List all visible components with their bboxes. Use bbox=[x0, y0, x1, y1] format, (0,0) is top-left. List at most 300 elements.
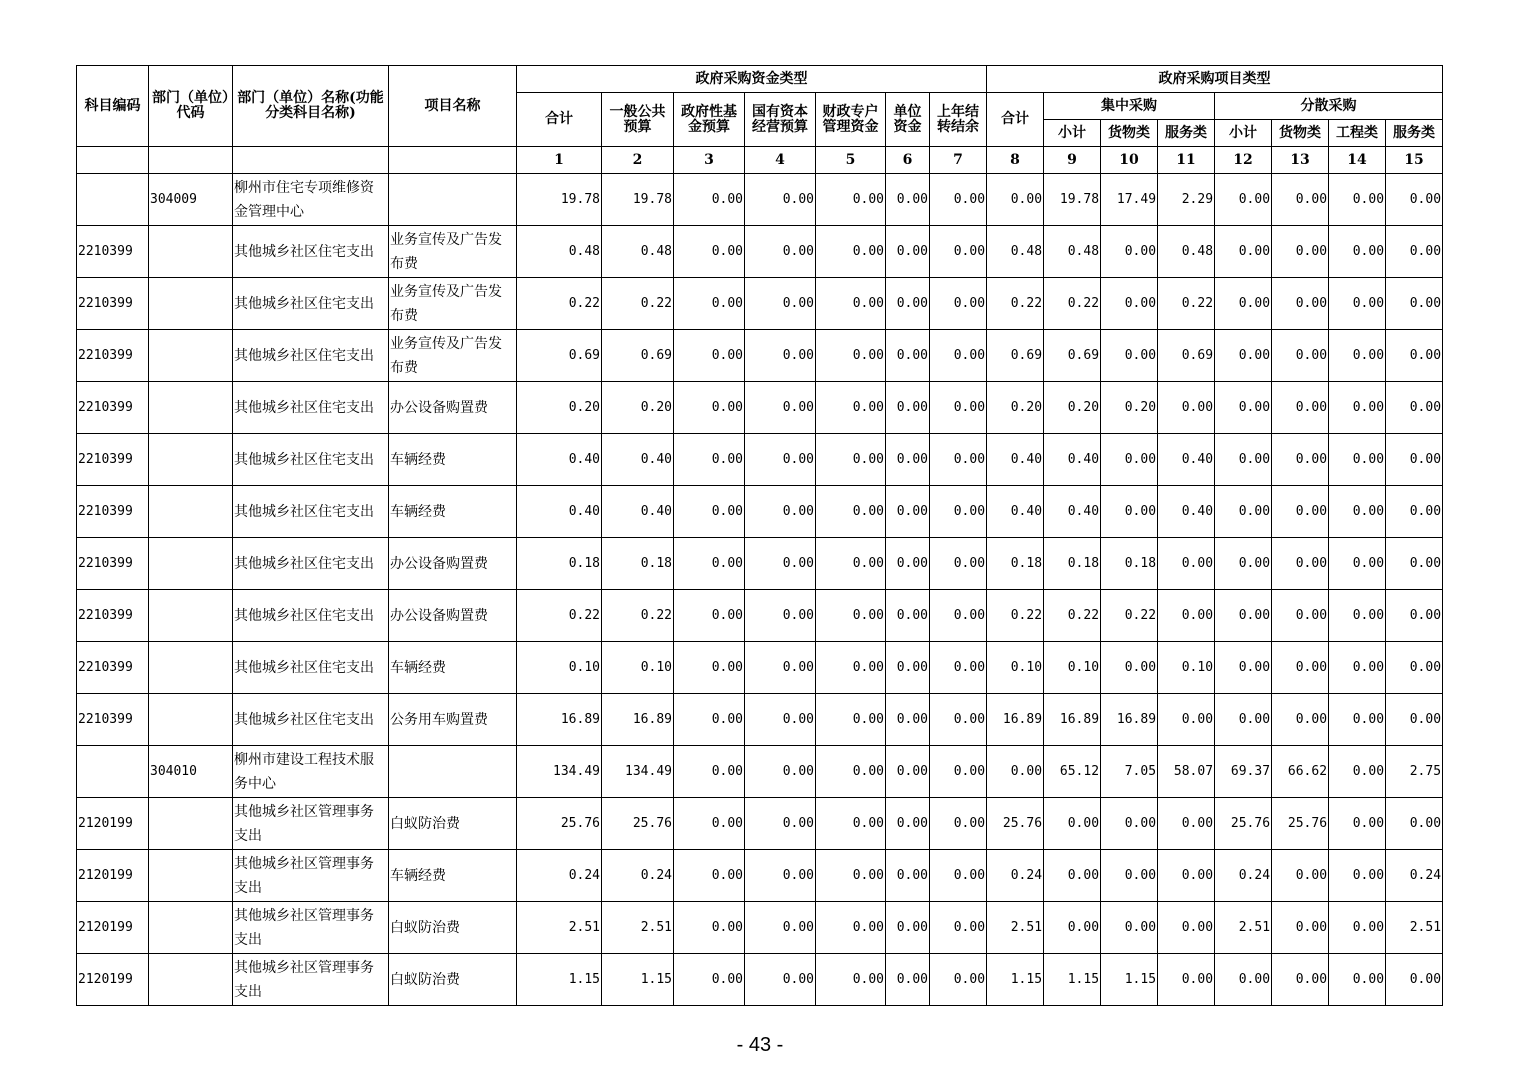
dept-name-cell: 其他城乡社区住宅支出 bbox=[233, 226, 389, 278]
dept-name-cell: 其他城乡社区住宅支出 bbox=[233, 278, 389, 330]
table-row bbox=[77, 798, 1443, 850]
amount-cell: 0.00 bbox=[1215, 226, 1272, 278]
column-number: 11 bbox=[1158, 147, 1215, 174]
dept-code-cell bbox=[149, 330, 233, 382]
amount-cell: 0.00 bbox=[930, 434, 987, 486]
amount-cell: 0.00 bbox=[886, 746, 930, 798]
dept-name-cell: 其他城乡社区住宅支出 bbox=[233, 538, 389, 590]
amount-cell: 0.00 bbox=[1215, 642, 1272, 694]
amount-cell: 0.00 bbox=[1386, 590, 1443, 642]
amount-cell: 0.00 bbox=[745, 902, 816, 954]
amount-cell: 0.00 bbox=[816, 486, 886, 538]
amount-cell: 0.00 bbox=[886, 330, 930, 382]
table-row bbox=[77, 382, 1443, 434]
table-row bbox=[77, 434, 1443, 486]
amount-cell: 0.40 bbox=[517, 434, 602, 486]
amount-cell: 0.00 bbox=[745, 850, 816, 902]
dept-code-cell bbox=[149, 590, 233, 642]
amount-cell: 0.00 bbox=[745, 746, 816, 798]
dept-name-cell: 其他城乡社区住宅支出 bbox=[233, 694, 389, 746]
header-central: 集中采购 bbox=[1044, 93, 1215, 120]
column-number: 2 bbox=[602, 147, 674, 174]
table-row bbox=[77, 746, 1443, 798]
amount-cell: 0.00 bbox=[745, 174, 816, 226]
amount-cell: 1.15 bbox=[1101, 954, 1158, 1006]
amount-cell: 19.78 bbox=[1044, 174, 1101, 226]
amount-cell: 25.76 bbox=[1215, 798, 1272, 850]
amount-cell: 0.00 bbox=[886, 486, 930, 538]
project-name-cell: 业务宣传及广告发布费 bbox=[389, 330, 517, 382]
dept-code-cell bbox=[149, 902, 233, 954]
amount-cell: 1.15 bbox=[1044, 954, 1101, 1006]
amount-cell: 0.00 bbox=[1215, 538, 1272, 590]
project-name-cell: 车辆经费 bbox=[389, 850, 517, 902]
table-row bbox=[77, 278, 1443, 330]
subject-code-cell bbox=[77, 174, 149, 226]
header-subject-code: 科目编码 bbox=[77, 66, 149, 147]
amount-cell: 0.00 bbox=[930, 902, 987, 954]
dept-code-cell bbox=[149, 850, 233, 902]
amount-cell: 0.20 bbox=[517, 382, 602, 434]
project-name-cell: 业务宣传及广告发布费 bbox=[389, 278, 517, 330]
amount-cell: 0.00 bbox=[674, 226, 745, 278]
subject-code-cell: 2210399 bbox=[77, 642, 149, 694]
amount-cell: 0.00 bbox=[930, 174, 987, 226]
project-name-cell: 办公设备购置费 bbox=[389, 382, 517, 434]
amount-cell: 0.00 bbox=[1386, 486, 1443, 538]
amount-cell: 0.00 bbox=[1272, 642, 1329, 694]
amount-cell: 0.00 bbox=[745, 538, 816, 590]
amount-cell: 0.18 bbox=[987, 538, 1044, 590]
amount-cell: 0.00 bbox=[1215, 330, 1272, 382]
amount-cell: 0.00 bbox=[1272, 538, 1329, 590]
column-number: 15 bbox=[1386, 147, 1443, 174]
amount-cell: 0.00 bbox=[1386, 798, 1443, 850]
table-row bbox=[77, 590, 1443, 642]
amount-cell: 0.00 bbox=[1386, 642, 1443, 694]
dept-name-cell: 柳州市建设工程技术服务中心 bbox=[233, 746, 389, 798]
amount-cell: 0.20 bbox=[1044, 382, 1101, 434]
amount-cell: 0.00 bbox=[1272, 382, 1329, 434]
amount-cell: 0.00 bbox=[674, 798, 745, 850]
subject-code-cell: 2210399 bbox=[77, 434, 149, 486]
amount-cell: 0.00 bbox=[886, 590, 930, 642]
amount-cell: 0.00 bbox=[930, 538, 987, 590]
amount-cell: 0.00 bbox=[1101, 798, 1158, 850]
amount-cell: 0.22 bbox=[602, 278, 674, 330]
amount-cell: 0.00 bbox=[816, 382, 886, 434]
amount-cell: 0.00 bbox=[930, 382, 987, 434]
column-number: 10 bbox=[1101, 147, 1158, 174]
amount-cell: 0.24 bbox=[1215, 850, 1272, 902]
amount-cell: 0.22 bbox=[987, 590, 1044, 642]
project-name-cell bbox=[389, 174, 517, 226]
amount-cell: 0.00 bbox=[1215, 954, 1272, 1006]
amount-cell: 0.22 bbox=[517, 278, 602, 330]
amount-cell: 0.00 bbox=[816, 590, 886, 642]
dept-name-cell: 其他城乡社区住宅支出 bbox=[233, 642, 389, 694]
amount-cell: 0.48 bbox=[517, 226, 602, 278]
amount-cell: 0.10 bbox=[517, 642, 602, 694]
amount-cell: 0.00 bbox=[1272, 694, 1329, 746]
dept-name-cell: 其他城乡社区管理事务支出 bbox=[233, 798, 389, 850]
table-row bbox=[77, 538, 1443, 590]
column-number: 8 bbox=[987, 147, 1044, 174]
project-name-cell: 办公设备购置费 bbox=[389, 538, 517, 590]
amount-cell: 0.00 bbox=[1158, 954, 1215, 1006]
amount-cell: 0.00 bbox=[816, 746, 886, 798]
header-subtotal: 小计 bbox=[1044, 120, 1101, 147]
amount-cell: 0.00 bbox=[1215, 434, 1272, 486]
amount-cell: 0.40 bbox=[1158, 486, 1215, 538]
amount-cell: 0.18 bbox=[1044, 538, 1101, 590]
amount-cell: 0.40 bbox=[602, 434, 674, 486]
table-row bbox=[77, 642, 1443, 694]
amount-cell: 0.00 bbox=[1329, 278, 1386, 330]
amount-cell: 1.15 bbox=[517, 954, 602, 1006]
dept-code-cell bbox=[149, 694, 233, 746]
amount-cell: 0.00 bbox=[1101, 850, 1158, 902]
header-carryover: 上年结转结余 bbox=[930, 93, 987, 147]
amount-cell: 0.00 bbox=[1329, 850, 1386, 902]
amount-cell: 0.00 bbox=[1329, 694, 1386, 746]
dept-code-cell: 304009 bbox=[149, 174, 233, 226]
amount-cell: 0.00 bbox=[1386, 434, 1443, 486]
amount-cell: 0.00 bbox=[674, 746, 745, 798]
amount-cell: 0.10 bbox=[987, 642, 1044, 694]
amount-cell: 0.22 bbox=[1158, 278, 1215, 330]
amount-cell: 1.15 bbox=[602, 954, 674, 1006]
amount-cell: 0.20 bbox=[1101, 382, 1158, 434]
project-name-cell: 白蚁防治费 bbox=[389, 954, 517, 1006]
header-proc-type-group: 政府采购项目类型 bbox=[987, 66, 1443, 93]
amount-cell: 0.69 bbox=[1158, 330, 1215, 382]
project-name-cell: 车辆经费 bbox=[389, 434, 517, 486]
amount-cell: 0.00 bbox=[1215, 382, 1272, 434]
amount-cell: 134.49 bbox=[602, 746, 674, 798]
amount-cell: 2.75 bbox=[1386, 746, 1443, 798]
project-name-cell: 车辆经费 bbox=[389, 486, 517, 538]
amount-cell: 0.48 bbox=[602, 226, 674, 278]
amount-cell: 0.00 bbox=[1386, 174, 1443, 226]
column-number: 1 bbox=[517, 147, 602, 174]
project-name-cell: 办公设备购置费 bbox=[389, 590, 517, 642]
amount-cell: 0.00 bbox=[930, 850, 987, 902]
header-dispersed: 分散采购 bbox=[1215, 93, 1443, 120]
amount-cell: 0.00 bbox=[886, 902, 930, 954]
amount-cell: 0.00 bbox=[886, 434, 930, 486]
amount-cell: 0.00 bbox=[674, 278, 745, 330]
amount-cell: 0.00 bbox=[987, 174, 1044, 226]
header-dept-name: 部门（单位）名称(功能分类科目名称) bbox=[233, 66, 389, 147]
amount-cell: 2.51 bbox=[1215, 902, 1272, 954]
project-name-cell: 白蚁防治费 bbox=[389, 798, 517, 850]
dept-name-cell: 其他城乡社区住宅支出 bbox=[233, 590, 389, 642]
amount-cell: 0.00 bbox=[1329, 590, 1386, 642]
subject-code-cell: 2120199 bbox=[77, 798, 149, 850]
amount-cell: 0.00 bbox=[1386, 226, 1443, 278]
dept-name-cell: 其他城乡社区住宅支出 bbox=[233, 330, 389, 382]
amount-cell: 0.00 bbox=[1329, 538, 1386, 590]
table-row bbox=[77, 850, 1443, 902]
amount-cell: 19.78 bbox=[517, 174, 602, 226]
table-row bbox=[77, 486, 1443, 538]
amount-cell: 0.00 bbox=[1215, 590, 1272, 642]
amount-cell: 0.00 bbox=[1329, 642, 1386, 694]
amount-cell: 0.00 bbox=[745, 954, 816, 1006]
amount-cell: 0.00 bbox=[1329, 382, 1386, 434]
amount-cell: 0.00 bbox=[1215, 174, 1272, 226]
amount-cell: 25.76 bbox=[517, 798, 602, 850]
header-gov-fund: 政府性基金预算 bbox=[674, 93, 745, 147]
amount-cell: 0.00 bbox=[745, 278, 816, 330]
column-number: 3 bbox=[674, 147, 745, 174]
amount-cell: 25.76 bbox=[1272, 798, 1329, 850]
amount-cell: 0.00 bbox=[886, 850, 930, 902]
amount-cell: 16.89 bbox=[1044, 694, 1101, 746]
amount-cell: 2.51 bbox=[602, 902, 674, 954]
amount-cell: 0.00 bbox=[1272, 590, 1329, 642]
amount-cell: 0.00 bbox=[886, 226, 930, 278]
amount-cell: 0.00 bbox=[745, 226, 816, 278]
amount-cell: 0.69 bbox=[517, 330, 602, 382]
dept-code-cell bbox=[149, 382, 233, 434]
dept-code-cell: 304010 bbox=[149, 746, 233, 798]
amount-cell: 0.22 bbox=[1044, 590, 1101, 642]
amount-cell: 2.29 bbox=[1158, 174, 1215, 226]
amount-cell: 0.40 bbox=[987, 434, 1044, 486]
amount-cell: 0.00 bbox=[1329, 226, 1386, 278]
amount-cell: 0.00 bbox=[930, 278, 987, 330]
amount-cell: 0.00 bbox=[745, 590, 816, 642]
amount-cell: 16.89 bbox=[987, 694, 1044, 746]
table-row bbox=[77, 174, 1443, 226]
amount-cell: 0.00 bbox=[1101, 642, 1158, 694]
amount-cell: 0.40 bbox=[987, 486, 1044, 538]
table-row bbox=[77, 954, 1443, 1006]
amount-cell: 0.00 bbox=[1215, 694, 1272, 746]
amount-cell: 0.00 bbox=[1272, 486, 1329, 538]
subject-code-cell: 2210399 bbox=[77, 590, 149, 642]
header-unit-fund: 单位资金 bbox=[886, 93, 930, 147]
column-number: 5 bbox=[816, 147, 886, 174]
amount-cell: 0.00 bbox=[1272, 954, 1329, 1006]
amount-cell: 0.00 bbox=[1272, 278, 1329, 330]
amount-cell: 0.00 bbox=[816, 330, 886, 382]
amount-cell: 0.00 bbox=[674, 174, 745, 226]
amount-cell: 0.00 bbox=[930, 486, 987, 538]
subject-code-cell: 2120199 bbox=[77, 850, 149, 902]
amount-cell: 0.00 bbox=[886, 642, 930, 694]
column-number: 14 bbox=[1329, 147, 1386, 174]
column-number: 7 bbox=[930, 147, 987, 174]
amount-cell: 0.48 bbox=[1044, 226, 1101, 278]
dept-name-cell: 其他城乡社区管理事务支出 bbox=[233, 850, 389, 902]
amount-cell: 0.00 bbox=[816, 434, 886, 486]
subject-code-cell: 2210399 bbox=[77, 330, 149, 382]
amount-cell: 0.00 bbox=[930, 798, 987, 850]
header-subtotal-2: 小计 bbox=[1215, 120, 1272, 147]
dept-name-cell: 其他城乡社区管理事务支出 bbox=[233, 954, 389, 1006]
amount-cell: 0.00 bbox=[1386, 538, 1443, 590]
amount-cell: 0.69 bbox=[1044, 330, 1101, 382]
amount-cell: 0.00 bbox=[674, 486, 745, 538]
amount-cell: 0.20 bbox=[602, 382, 674, 434]
amount-cell: 0.22 bbox=[517, 590, 602, 642]
amount-cell: 0.00 bbox=[886, 382, 930, 434]
column-number: 12 bbox=[1215, 147, 1272, 174]
subject-code-cell: 2210399 bbox=[77, 694, 149, 746]
dept-code-cell bbox=[149, 538, 233, 590]
amount-cell: 0.00 bbox=[930, 642, 987, 694]
amount-cell: 0.00 bbox=[1044, 798, 1101, 850]
amount-cell: 0.48 bbox=[1158, 226, 1215, 278]
dept-code-cell bbox=[149, 434, 233, 486]
amount-cell: 0.00 bbox=[886, 954, 930, 1006]
column-number-row bbox=[77, 147, 1443, 174]
header-general-budget: 一般公共预算 bbox=[602, 93, 674, 147]
amount-cell: 0.18 bbox=[1101, 538, 1158, 590]
header-state-capital: 国有资本经营预算 bbox=[745, 93, 816, 147]
amount-cell: 0.00 bbox=[1272, 226, 1329, 278]
blank-header-cell bbox=[233, 147, 389, 174]
amount-cell: 0.40 bbox=[602, 486, 674, 538]
amount-cell: 0.00 bbox=[745, 798, 816, 850]
amount-cell: 0.00 bbox=[674, 642, 745, 694]
amount-cell: 0.48 bbox=[987, 226, 1044, 278]
amount-cell: 0.00 bbox=[1272, 330, 1329, 382]
amount-cell: 16.89 bbox=[517, 694, 602, 746]
dept-name-cell: 其他城乡社区管理事务支出 bbox=[233, 902, 389, 954]
dept-code-cell bbox=[149, 226, 233, 278]
amount-cell: 0.00 bbox=[1101, 226, 1158, 278]
amount-cell: 0.00 bbox=[1329, 330, 1386, 382]
dept-code-cell bbox=[149, 486, 233, 538]
amount-cell: 0.00 bbox=[930, 330, 987, 382]
project-name-cell: 业务宣传及广告发布费 bbox=[389, 226, 517, 278]
amount-cell: 0.00 bbox=[1386, 954, 1443, 1006]
subject-code-cell: 2120199 bbox=[77, 902, 149, 954]
amount-cell: 0.40 bbox=[517, 486, 602, 538]
amount-cell: 0.00 bbox=[930, 226, 987, 278]
amount-cell: 0.00 bbox=[1329, 954, 1386, 1006]
blank-header-cell bbox=[77, 147, 149, 174]
header-project-name: 项目名称 bbox=[389, 66, 517, 147]
amount-cell: 0.24 bbox=[987, 850, 1044, 902]
amount-cell: 0.00 bbox=[816, 798, 886, 850]
amount-cell: 2.51 bbox=[517, 902, 602, 954]
amount-cell: 0.00 bbox=[816, 954, 886, 1006]
dept-name-cell: 其他城乡社区住宅支出 bbox=[233, 486, 389, 538]
column-number: 9 bbox=[1044, 147, 1101, 174]
amount-cell: 0.18 bbox=[517, 538, 602, 590]
amount-cell: 0.00 bbox=[1272, 174, 1329, 226]
amount-cell: 0.00 bbox=[930, 590, 987, 642]
header-engineering: 工程类 bbox=[1329, 120, 1386, 147]
amount-cell: 0.00 bbox=[1101, 902, 1158, 954]
amount-cell: 17.49 bbox=[1101, 174, 1158, 226]
amount-cell: 58.07 bbox=[1158, 746, 1215, 798]
dept-code-cell bbox=[149, 954, 233, 1006]
procurement-budget-table bbox=[76, 65, 1443, 1006]
amount-cell: 0.00 bbox=[886, 798, 930, 850]
amount-cell: 0.00 bbox=[886, 278, 930, 330]
amount-cell: 0.00 bbox=[1329, 746, 1386, 798]
subject-code-cell: 2210399 bbox=[77, 538, 149, 590]
amount-cell: 1.15 bbox=[987, 954, 1044, 1006]
blank-header-cell bbox=[149, 147, 233, 174]
amount-cell: 0.22 bbox=[1044, 278, 1101, 330]
amount-cell: 0.00 bbox=[1158, 902, 1215, 954]
amount-cell: 0.00 bbox=[1158, 538, 1215, 590]
amount-cell: 0.00 bbox=[674, 902, 745, 954]
amount-cell: 0.00 bbox=[1158, 850, 1215, 902]
amount-cell: 19.78 bbox=[602, 174, 674, 226]
amount-cell: 0.00 bbox=[1386, 694, 1443, 746]
column-number: 6 bbox=[886, 147, 930, 174]
amount-cell: 0.00 bbox=[816, 174, 886, 226]
amount-cell: 0.00 bbox=[1272, 902, 1329, 954]
amount-cell: 0.10 bbox=[602, 642, 674, 694]
amount-cell: 0.00 bbox=[816, 642, 886, 694]
amount-cell: 0.40 bbox=[1044, 486, 1101, 538]
amount-cell: 0.00 bbox=[1329, 486, 1386, 538]
amount-cell: 134.49 bbox=[517, 746, 602, 798]
subject-code-cell: 2210399 bbox=[77, 278, 149, 330]
amount-cell: 25.76 bbox=[987, 798, 1044, 850]
amount-cell: 0.24 bbox=[517, 850, 602, 902]
amount-cell: 0.00 bbox=[1158, 382, 1215, 434]
header-fund-type-group: 政府采购资金类型 bbox=[517, 66, 987, 93]
amount-cell: 25.76 bbox=[602, 798, 674, 850]
column-number: 13 bbox=[1272, 147, 1329, 174]
amount-cell: 0.00 bbox=[1215, 278, 1272, 330]
amount-cell: 0.69 bbox=[987, 330, 1044, 382]
amount-cell: 65.12 bbox=[1044, 746, 1101, 798]
amount-cell: 2.51 bbox=[987, 902, 1044, 954]
amount-cell: 0.40 bbox=[1158, 434, 1215, 486]
amount-cell: 0.00 bbox=[674, 382, 745, 434]
amount-cell: 0.00 bbox=[745, 382, 816, 434]
amount-cell: 0.00 bbox=[674, 694, 745, 746]
amount-cell: 0.00 bbox=[1101, 330, 1158, 382]
amount-cell: 0.00 bbox=[674, 850, 745, 902]
amount-cell: 0.00 bbox=[745, 434, 816, 486]
table-body bbox=[77, 174, 1443, 1006]
amount-cell: 0.18 bbox=[602, 538, 674, 590]
amount-cell: 0.00 bbox=[930, 746, 987, 798]
amount-cell: 0.40 bbox=[1044, 434, 1101, 486]
amount-cell: 0.00 bbox=[816, 278, 886, 330]
header-total-2: 合计 bbox=[987, 93, 1044, 147]
amount-cell: 0.00 bbox=[1329, 434, 1386, 486]
header-service-2: 服务类 bbox=[1386, 120, 1443, 147]
header-service: 服务类 bbox=[1158, 120, 1215, 147]
amount-cell: 66.62 bbox=[1272, 746, 1329, 798]
project-name-cell: 公务用车购置费 bbox=[389, 694, 517, 746]
amount-cell: 0.00 bbox=[1044, 902, 1101, 954]
amount-cell: 0.00 bbox=[816, 850, 886, 902]
amount-cell: 0.00 bbox=[886, 174, 930, 226]
amount-cell: 0.00 bbox=[987, 746, 1044, 798]
amount-cell: 0.00 bbox=[1101, 486, 1158, 538]
amount-cell: 0.00 bbox=[674, 434, 745, 486]
dept-code-cell bbox=[149, 278, 233, 330]
amount-cell: 0.00 bbox=[1101, 434, 1158, 486]
table-row bbox=[77, 694, 1443, 746]
amount-cell: 0.00 bbox=[674, 330, 745, 382]
amount-cell: 0.00 bbox=[674, 954, 745, 1006]
